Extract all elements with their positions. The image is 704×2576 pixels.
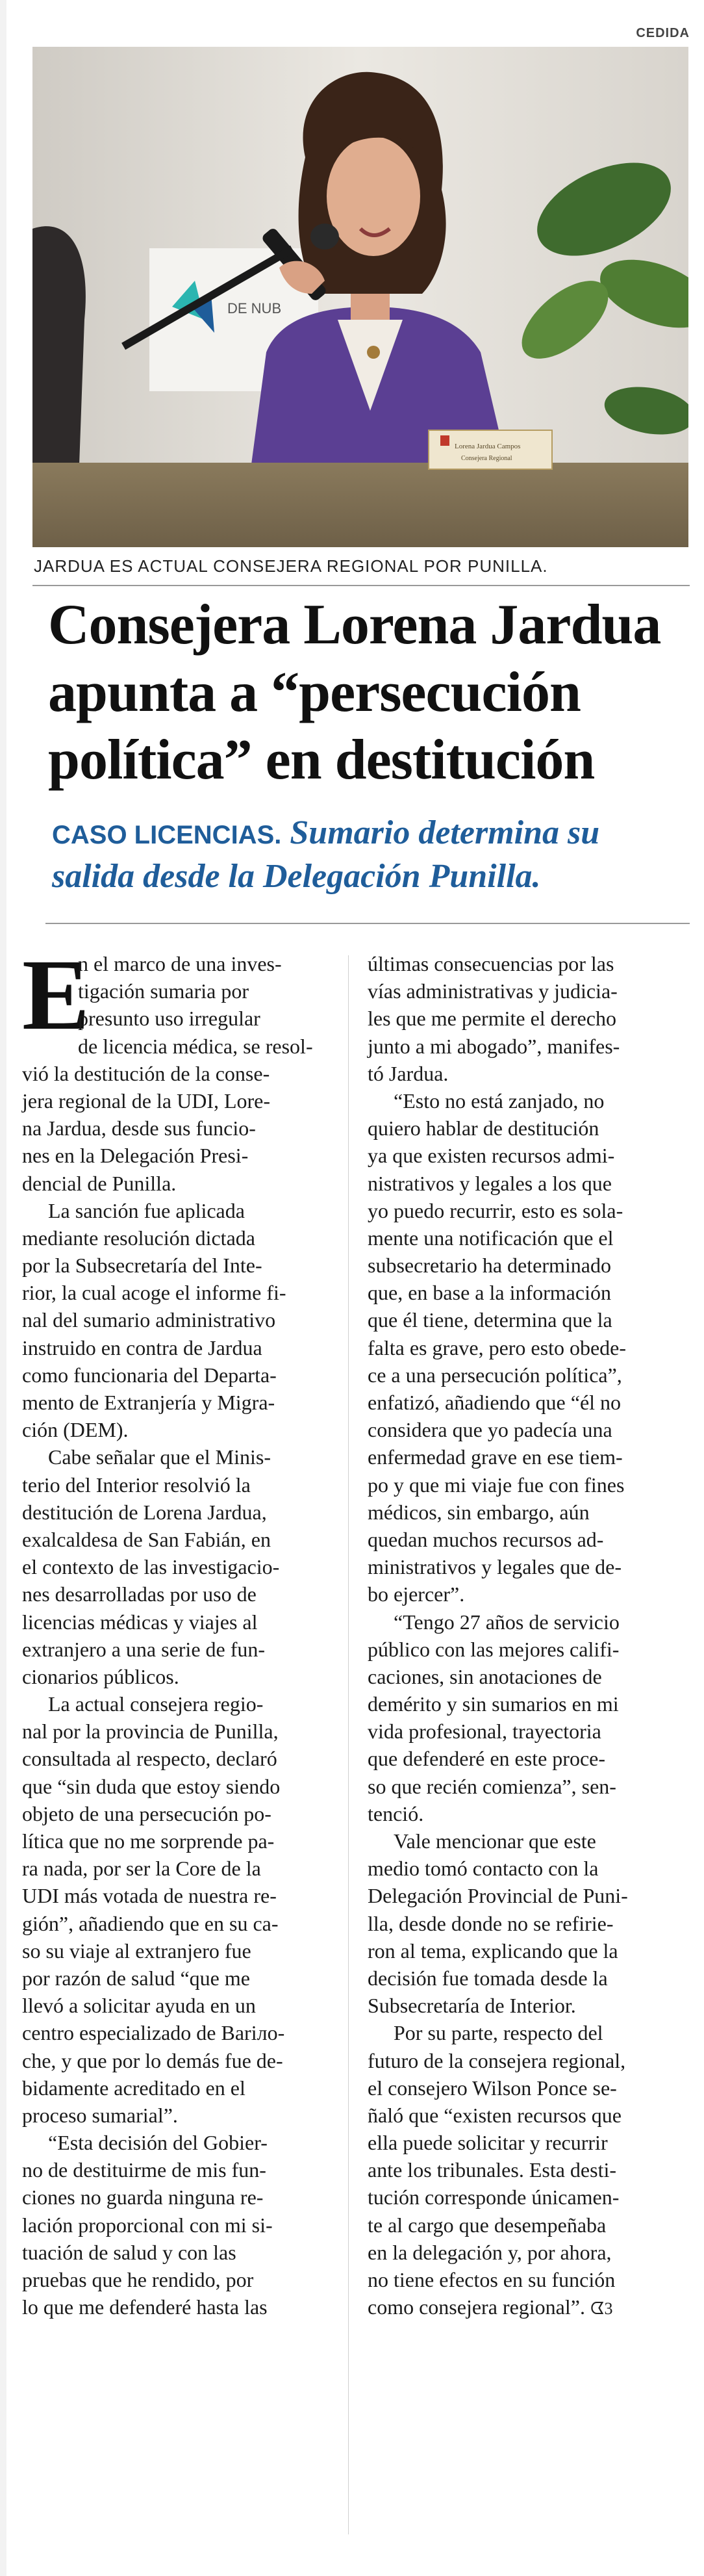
- text-line: mediante resolución dictada: [22, 1226, 255, 1250]
- nameplate: [429, 430, 552, 469]
- text-line: UDI más votada de nuestra re-: [22, 1884, 277, 1908]
- text-line: so que recién comienza”, sen-: [368, 1774, 616, 1798]
- text-line: vió la destitución de la conse-: [22, 1061, 270, 1085]
- article-column-left: [22, 938, 334, 2321]
- text-line: nes desarrolladas por uso de: [22, 1582, 257, 1606]
- text-line: exalcaldesa de San Fabián, en: [22, 1527, 271, 1551]
- text-line: nal por la provincia de Punilla,: [22, 1719, 279, 1744]
- svg-text:Consejera Regional: Consejera Regional: [461, 455, 512, 462]
- headline: [48, 591, 691, 794]
- text-line: considera que yo padecía una: [368, 1418, 612, 1442]
- text-line: destitución de Lorena Jardua,: [22, 1500, 267, 1524]
- text-line: pruebas que he rendido, por: [22, 2268, 254, 2291]
- article-photo: [32, 47, 688, 547]
- text-line: nes en la Delegación Presi-: [22, 1144, 249, 1168]
- text-line: junto a mi abogado”, manifes-: [368, 1034, 620, 1058]
- text-line: enfatizó, añadiendo que “él no: [368, 1391, 622, 1414]
- svg-text:Lorena Jardua Campos: Lorena Jardua Campos: [455, 443, 521, 450]
- end-mark-icon: ᗧ3: [590, 2299, 613, 2319]
- text-line: cionarios públicos.: [22, 1664, 179, 1688]
- drop-cap: E: [22, 938, 90, 1051]
- text-line: enfermedad grave en ese tiem-: [368, 1445, 623, 1469]
- text-line: médicos, sin embargo, aún: [368, 1500, 590, 1524]
- text-line: ante los tribunales. Esta desti-: [368, 2158, 617, 2182]
- text-line: llevó a solicitar ayuda en un: [22, 1994, 256, 2018]
- text-line: Delegación Provincial de Puni-: [368, 1884, 628, 1908]
- text-line: ella puede solicitar y recurrir: [368, 2131, 608, 2155]
- text-line: lítica que no me sorprende pa-: [22, 1829, 275, 1853]
- text-line: objeto de una persecución po-: [22, 1801, 271, 1825]
- text-line: que defenderé en este proce-: [368, 1747, 605, 1771]
- divider: [32, 585, 690, 586]
- text-line: ce a una persecución política”,: [368, 1363, 622, 1387]
- text-line: demérito y sin sumarios en mi: [368, 1692, 619, 1716]
- text-line: ministrativos y legales que de-: [368, 1555, 622, 1579]
- text-line: proceso sumarial”.: [22, 2103, 178, 2127]
- text-line: no de destituirme de mis fun-: [22, 2158, 266, 2182]
- text-line: instruido en contra de Jardua: [22, 1335, 262, 1359]
- text-line: “Esto no está zanjado, no: [394, 1088, 605, 1113]
- text-line: extranjero a una serie de fun-: [22, 1637, 266, 1661]
- text-line: bidamente acreditado en el: [22, 2076, 245, 2100]
- text-line: futuro de la consejera regional,: [368, 2048, 626, 2072]
- text-line: público con las mejores califi-: [368, 1637, 620, 1661]
- text-line: ñaló que “existen recursos que: [368, 2103, 622, 2127]
- text-line: ron al tema, explicando que la: [368, 1938, 618, 1963]
- headline-line: Consejera Lorena Jardua: [48, 593, 661, 656]
- svg-text:DE NUB: DE NUB: [227, 300, 282, 316]
- page-edge: [0, 0, 6, 2576]
- text-line: yo puedo recurrir, esto es sola-: [368, 1198, 623, 1222]
- text-line: La actual consejera regio-: [48, 1692, 264, 1716]
- text-line: quiero hablar de destitución: [368, 1116, 599, 1140]
- text-line: vida profesional, trayectoria: [368, 1719, 601, 1744]
- photo-illustration: [32, 47, 688, 547]
- text-line: mente una notificación que el: [368, 1226, 614, 1250]
- text-line: Por su parte, respecto del: [394, 2021, 603, 2045]
- text-line: en la delegación y, por ahora,: [368, 2240, 612, 2264]
- text-line: como consejera regional”. ᗧ3: [368, 2295, 613, 2319]
- text-line: últimas consecuencias por las: [368, 952, 614, 975]
- text-line: tenció.: [368, 1801, 424, 1825]
- blurred-person: [32, 226, 86, 502]
- text-line: que, en base a la información: [368, 1281, 611, 1305]
- text-line: centro especializado de Bariло-: [22, 2021, 285, 2045]
- text-line: lación proporcional con mi si-: [22, 2213, 273, 2237]
- text-line: bo ejercer”.: [368, 1582, 465, 1606]
- text-line: vías administrativas y judicia-: [368, 979, 618, 1003]
- article-column-right: [368, 950, 679, 2321]
- text-line: gión”, añadiendo que en su ca-: [22, 1911, 279, 1935]
- text-line: na Jardua, desde sus funcio-: [22, 1116, 256, 1140]
- text-line: jera regional de la UDI, Lore-: [22, 1088, 271, 1113]
- text-line: tó Jardua.: [368, 1061, 449, 1085]
- text-line: lla, desde donde no se refirie-: [368, 1911, 614, 1935]
- section-tag: CASO LICENCIAS.: [52, 821, 282, 849]
- text-line: mento de Extranjería y Migra-: [22, 1391, 275, 1414]
- subheadline: [52, 812, 682, 897]
- subhead-line: [52, 812, 682, 856]
- text-line: subsecretario ha determinado: [368, 1254, 611, 1278]
- text-line: che, y que por lo demás fue de-: [22, 2048, 283, 2072]
- text-line: presunto uso irregular: [78, 1007, 260, 1031]
- text-line: te al cargo que desempeñaba: [368, 2213, 607, 2237]
- text-line: decisión fue tomada desde la: [368, 1966, 608, 1990]
- text-line: so su viaje al extranjero fue: [22, 1938, 251, 1963]
- text-line: Subsecretaría de Interior.: [368, 1994, 576, 2018]
- text-line: nal del sumario administrativo: [22, 1308, 276, 1332]
- photo-caption: JARDUA ES ACTUAL CONSEJERA REGIONAL POR PUNILLA.: [34, 556, 548, 576]
- text-line: nistrativos y legales a los que: [368, 1171, 612, 1195]
- subhead-text: Sumario determina su: [290, 814, 600, 851]
- text-line: consultada al respecto, declaró: [22, 1747, 277, 1771]
- text-line: medio tomó contacto con la: [368, 1857, 599, 1881]
- headline-line: política” en destitución: [48, 728, 595, 792]
- text-line: licencias médicas y viajes al: [22, 1610, 258, 1634]
- text-line: no tiene efectos en su función: [368, 2268, 616, 2291]
- text-line: por razón de salud “que me: [22, 1966, 250, 1990]
- text-line: po y que mi viaje fue con fines: [368, 1473, 625, 1497]
- text-line: n el marco de una inves-: [78, 952, 282, 975]
- column-divider: [348, 955, 349, 2534]
- text-line: caciones, sin anotaciones de: [368, 1664, 602, 1688]
- text-line: “Esta decisión del Gobier-: [48, 2131, 268, 2155]
- text-line: por la Subsecretaría del Inte-: [22, 1254, 262, 1278]
- text-line: como funcionaria del Departa-: [22, 1363, 277, 1387]
- text-line: el contexto de las investigacio-: [22, 1555, 280, 1579]
- text-line: “Tengo 27 años de servicio: [394, 1610, 620, 1634]
- text-line: el consejero Wilson Ponce se-: [368, 2076, 617, 2100]
- text-line: rior, la cual acoge el informe fi-: [22, 1281, 286, 1305]
- text-line: ciones no guarda ninguna re-: [22, 2185, 264, 2209]
- headline-line: apunta a “persecución: [48, 661, 581, 724]
- divider: [45, 923, 690, 924]
- text-line: dencial de Punilla.: [22, 1171, 177, 1195]
- table: [32, 463, 688, 547]
- text-line: La sanción fue aplicada: [48, 1198, 245, 1222]
- text-line: que “sin duda que estoy siendo: [22, 1774, 281, 1798]
- text-line: ra nada, por ser la Core de la: [22, 1857, 261, 1881]
- text-line: falta es grave, pero esto obede-: [368, 1335, 627, 1359]
- text-line: terio del Interior resolvió la: [22, 1473, 251, 1497]
- text-line: tuación de salud y con las: [22, 2240, 236, 2264]
- text-line: lo que me defenderé hasta las: [22, 2295, 268, 2319]
- text-line: Vale mencionar que este: [394, 1829, 596, 1853]
- text-line: tigación sumaria por: [78, 979, 249, 1003]
- text-line: les que me permite el derecho: [368, 1007, 616, 1031]
- text-line: de licencia médica, se resol-: [78, 1034, 313, 1058]
- text-line: ción (DEM).: [22, 1418, 129, 1442]
- text-line: que él tiene, determina que la: [368, 1308, 612, 1332]
- subhead-line: salida desde la Delegación Punilla.: [52, 858, 541, 895]
- photo-credit: CEDIDA: [636, 26, 690, 40]
- text-line: tución corresponde únicamen-: [368, 2185, 620, 2209]
- text-line: quedan muchos recursos ad-: [368, 1527, 604, 1551]
- text-line: Cabe señalar que el Minis-: [48, 1445, 271, 1469]
- text-line: ya que existen recursos admi-: [368, 1144, 615, 1168]
